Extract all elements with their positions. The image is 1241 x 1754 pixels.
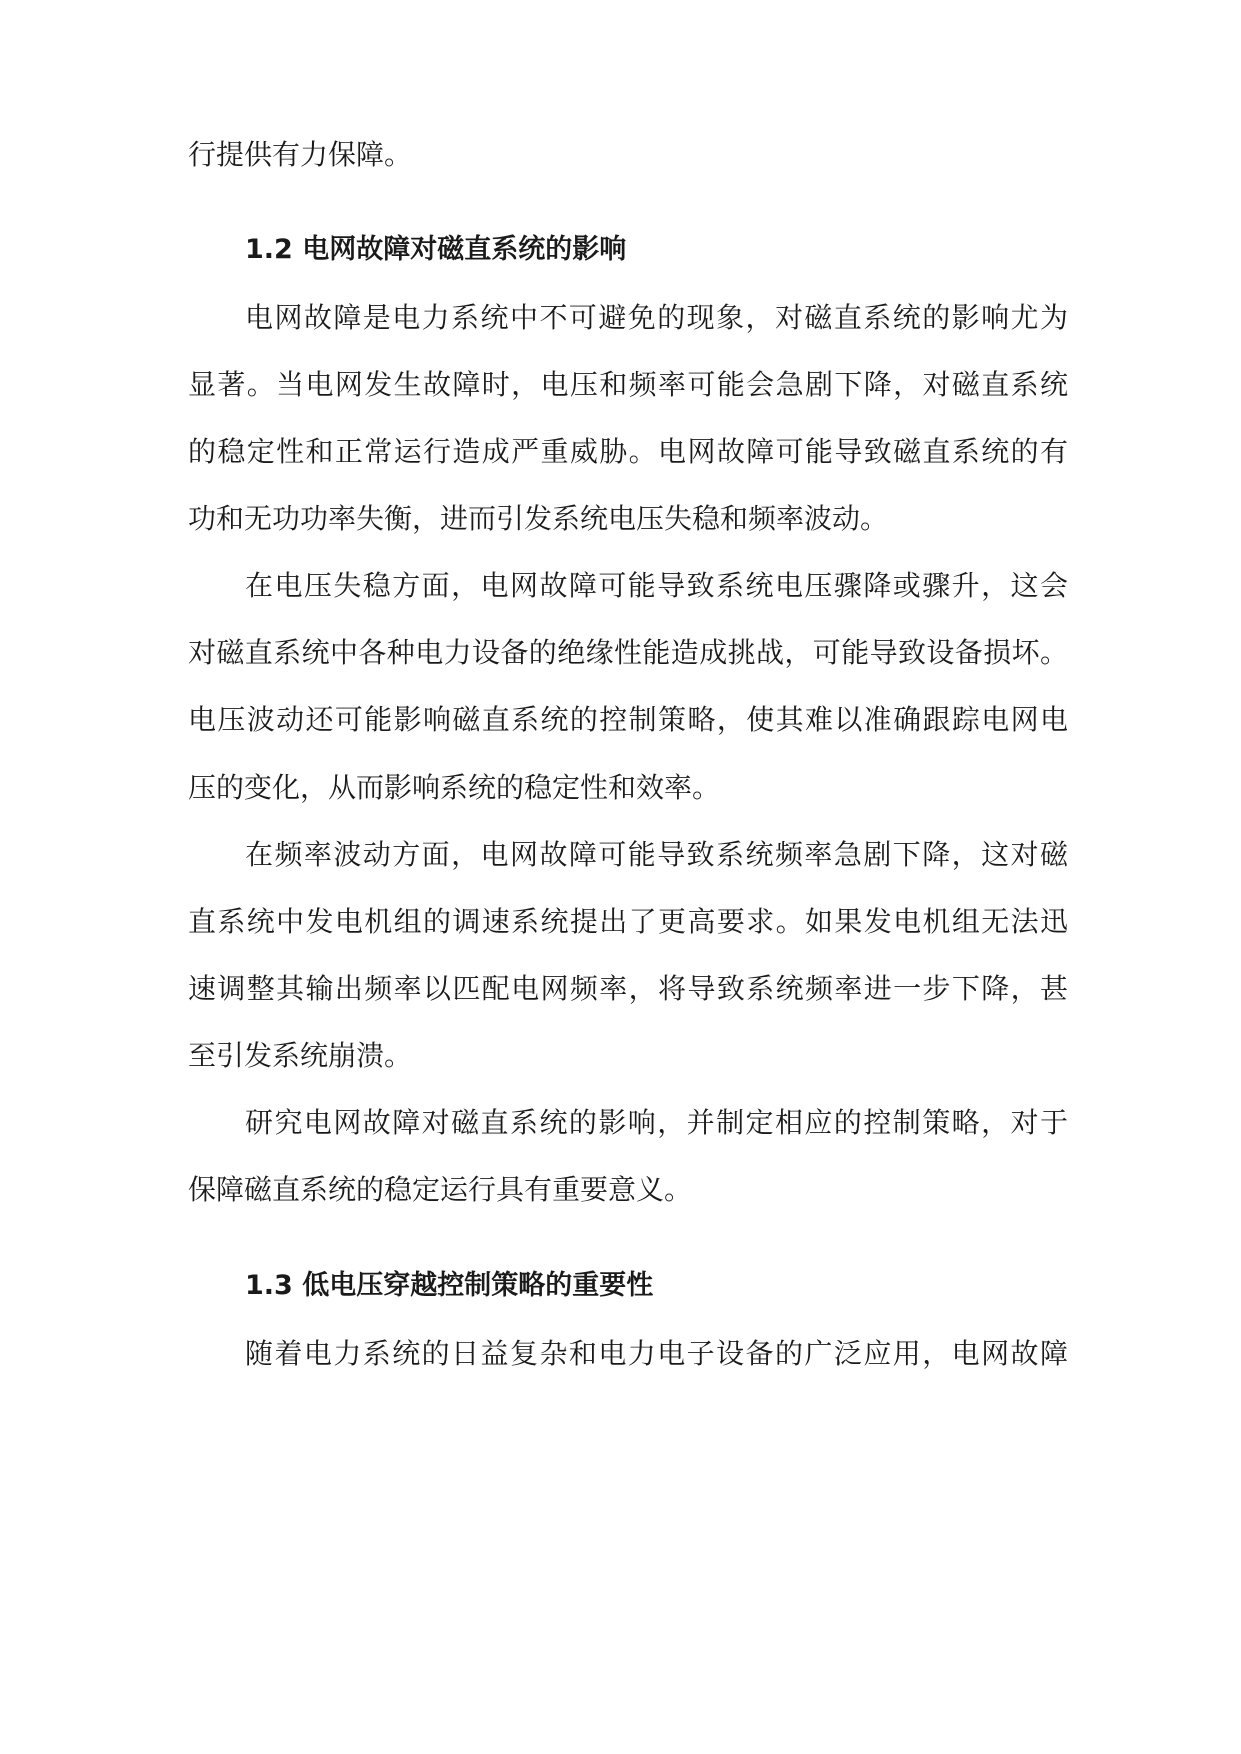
- paragraph-line: 在频率波动方面，电网故障可能导致系统频率急剧下降，这对磁: [245, 838, 1068, 871]
- paragraph-line: 保障磁直系统的稳定运行具有重要意义。: [188, 1173, 693, 1206]
- paragraph-line: 电网故障是电力系统中不可避免的现象，对磁直系统的影响尤为: [245, 301, 1068, 334]
- paragraph-line: 至引发系统崩溃。: [188, 1039, 413, 1072]
- paragraph-line: 行提供有力保障。: [188, 138, 413, 171]
- paragraph-line: 功和无功功率失衡，进而引发系统电压失稳和频率波动。: [188, 502, 889, 535]
- paragraph-line: 在电压失稳方面，电网故障可能导致系统电压骤降或骤升，这会: [245, 569, 1068, 602]
- paragraph-line: 研究电网故障对磁直系统的影响，并制定相应的控制策略，对于: [245, 1106, 1068, 1139]
- paragraph-line: 随着电力系统的日益复杂和电力电子设备的广泛应用，电网故障: [245, 1337, 1068, 1370]
- section-heading-1-3: 1.3 低电压穿越控制策略的重要性: [245, 1270, 654, 1301]
- paragraph-line: 压的变化，从而影响系统的稳定性和效率。: [188, 771, 721, 804]
- paragraph-line: 对磁直系统中各种电力设备的绝缘性能造成挑战，可能导致设备损坏。: [188, 636, 1068, 669]
- paragraph-line: 直系统中发电机组的调速系统提出了更高要求。如果发电机组无法迅: [188, 905, 1068, 938]
- section-heading-1-2: 1.2 电网故障对磁直系统的影响: [245, 234, 627, 265]
- paragraph-line: 的稳定性和正常运行造成严重威胁。电网故障可能导致磁直系统的有: [188, 435, 1068, 468]
- paragraph-line: 显著。当电网发生故障时，电压和频率可能会急剧下降，对磁直系统: [188, 368, 1068, 401]
- paragraph-line: 电压波动还可能影响磁直系统的控制策略，使其难以准确跟踪电网电: [188, 703, 1068, 736]
- paragraph-line: 速调整其输出频率以匹配电网频率，将导致系统频率进一步下降，甚: [188, 972, 1068, 1005]
